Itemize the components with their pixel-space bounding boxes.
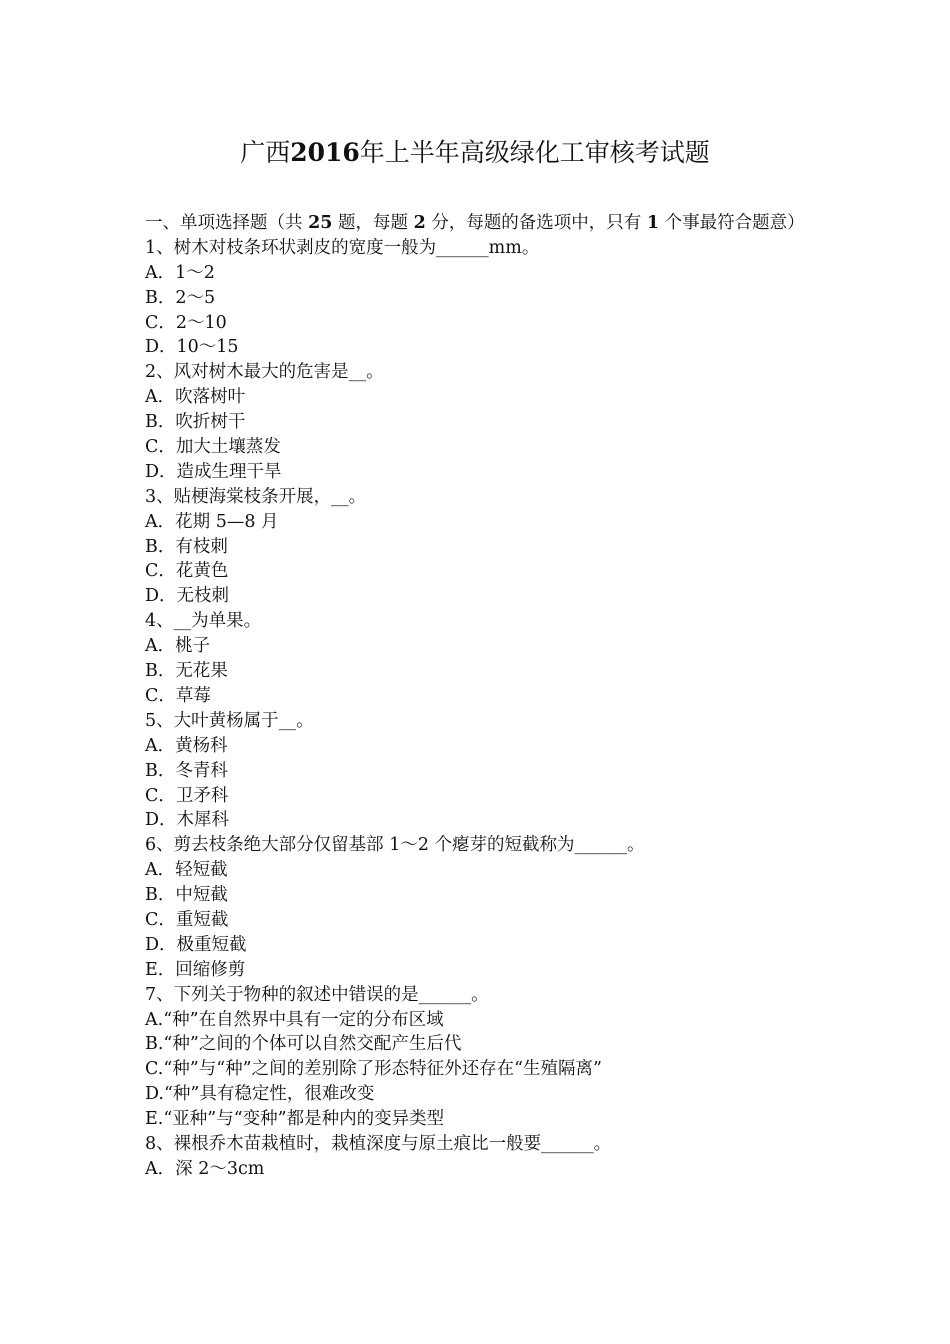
question-2: 2、风对树木最大的危害是__。 (145, 362, 384, 383)
section-text: 题，每题 (332, 213, 414, 233)
option-line: A．1～2 (145, 262, 215, 283)
option-line: C．加大土壤蒸发 (145, 437, 281, 458)
option-line: A．桃子 (145, 636, 211, 657)
option-line: B．吹折树干 (145, 412, 246, 433)
option-line: C．卫矛科 (145, 785, 229, 806)
section-text: 个事最符合题意） (659, 213, 805, 233)
option-line: B.“种”之间的个体可以自然交配产生后代 (145, 1034, 462, 1055)
option-line: B．冬青科 (145, 760, 228, 781)
option-line: B．有枝刺 (145, 536, 228, 557)
option-line: D．造成生理干旱 (145, 461, 282, 482)
correct-count: 1 (646, 213, 660, 233)
option-line: D．极重短截 (145, 934, 247, 955)
option-line: D.“种”具有稳定性，很难改变 (145, 1084, 375, 1105)
option-line: A．吹落树叶 (145, 387, 246, 408)
option-line: B．中短截 (145, 885, 228, 906)
option-line: C．2～10 (145, 312, 227, 333)
question-6: 6、剪去枝条绝大部分仅留基部 1～2 个瘪芽的短截称为______。 (145, 835, 645, 856)
option-line: C．草莓 (145, 685, 211, 706)
option-line: D．10～15 (145, 337, 239, 358)
section-text: 分，每题的备选项中，只有 (425, 213, 647, 233)
option-line: B．无花果 (145, 661, 228, 682)
title-year: 2016 (290, 138, 360, 167)
option-line: D．木犀科 (145, 810, 230, 831)
option-line: B．2～5 (145, 287, 216, 308)
question-3: 3、贴梗海棠枝条开展，__。 (145, 486, 367, 507)
question-7: 7、下列关于物种的叙述中错误的是______。 (145, 984, 489, 1005)
question-5: 5、大叶黄杨属于__。 (145, 710, 314, 731)
option-line: D．无枝刺 (145, 586, 230, 607)
question-4: 4、__为单果。 (145, 611, 262, 632)
option-line: A.“种”在自然界中具有一定的分布区域 (145, 1009, 444, 1030)
section-heading (145, 211, 810, 236)
option-line: A．深 2～3cm (145, 1158, 265, 1179)
option-line: A．花期 5—8 月 (145, 511, 279, 532)
points-per-question: 2 (413, 213, 426, 233)
option-line: C．花黄色 (145, 561, 229, 582)
option-line: A．黄杨科 (145, 735, 228, 756)
option-line: C.“种”与“种”之间的差别除了形态特征外还存在“生殖隔离” (145, 1059, 603, 1080)
title-prefix: 广西 (240, 138, 291, 167)
document-title (0, 136, 950, 170)
question-1: 1、树木对枝条环状剥皮的宽度一般为______mm。 (145, 237, 540, 258)
option-line: E．回缩修剪 (145, 959, 246, 980)
option-line: A．轻短截 (145, 860, 228, 881)
question-count: 25 (308, 213, 333, 233)
option-line: E.“亚种”与“变种”都是种内的变异类型 (145, 1109, 445, 1130)
section-text: 一、单项选择题（共 (145, 213, 309, 233)
question-8: 8、裸根乔木苗栽植时，栽植深度与原土痕比一般要______。 (145, 1133, 612, 1154)
option-line: C．重短截 (145, 909, 229, 930)
title-suffix: 年上半年高级绿化工审核考试题 (359, 138, 710, 167)
exam-body (145, 211, 810, 1182)
